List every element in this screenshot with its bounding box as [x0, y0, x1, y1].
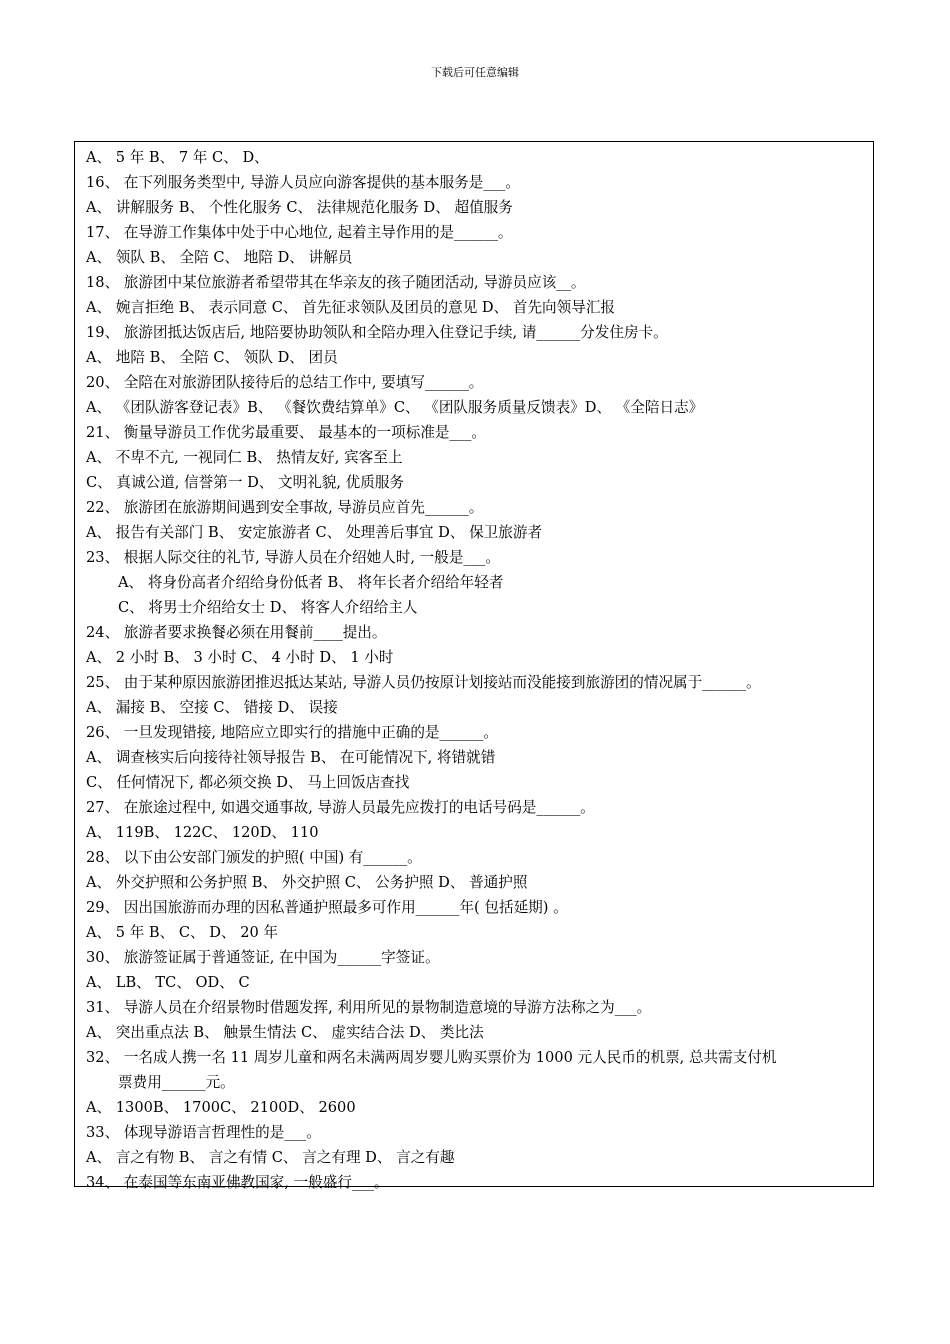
answer-options: A、 5 年 B、 7 年 C、 D、 [86, 149, 269, 166]
question-stem: 28、 以下由公安部门颁发的护照( 中国) 有______。 [86, 849, 422, 866]
answer-options: A、 5 年 B、 C、 D、 20 年 [86, 924, 279, 941]
question-stem: 24、 旅游者要求换餐必须在用餐前____提出。 [86, 624, 387, 641]
answer-options: A、 言之有物 B、 言之有情 C、 言之有理 D、 言之有趣 [86, 1149, 455, 1166]
question-stem: 26、 一旦发现错接, 地陪应立即实行的措施中正确的是______。 [86, 724, 498, 741]
answer-options: 票费用______元。 [118, 1074, 235, 1091]
question-stem: 34、 在泰国等东南亚佛教国家, 一般盛行___。 [86, 1174, 389, 1191]
question-stem: 18、 旅游团中某位旅游者希望带其在华亲友的孩子随团活动, 导游员应该__。 [86, 274, 586, 291]
question-stem: 22、 旅游团在旅游期间遇到安全事故, 导游员应首先______。 [86, 499, 484, 516]
answer-options: A、 突出重点法 B、 触景生情法 C、 虚实结合法 D、 类比法 [86, 1024, 484, 1041]
answer-options: C、 真诚公道, 信誉第一 D、 文明礼貌, 优质服务 [86, 474, 405, 491]
answer-options: A、 2 小时 B、 3 小时 C、 4 小时 D、 1 小时 [86, 649, 394, 666]
answer-options: A、 LB、 TC、 OD、 C [86, 974, 250, 991]
answer-options: A、 119B、 122C、 120D、 110 [86, 824, 319, 841]
answer-options: A、 婉言拒绝 B、 表示同意 C、 首先征求领队及团员的意见 D、 首先向领导汇报 [86, 299, 616, 316]
answer-options: A、 地陪 B、 全陪 C、 领队 D、 团员 [86, 349, 338, 366]
answer-options: A、 《团队游客登记表》B、 《餐饮费结算单》C、 《团队服务质量反馈表》D、 《全陪日志》 [86, 399, 704, 416]
answer-options: A、 漏接 B、 空接 C、 错接 D、 误接 [86, 699, 338, 716]
question-stem: 17、 在导游工作集体中处于中心地位, 起着主导作用的是______。 [86, 224, 513, 241]
answer-options: C、 任何情况下, 都必须交换 D、 马上回饭店查找 [86, 774, 410, 791]
question-list-box [74, 141, 874, 1191]
question-stem: 33、 体现导游语言哲理性的是___。 [86, 1124, 321, 1141]
question-stem: 25、 由于某种原因旅游团推迟抵达某站, 导游人员仍按原计划接站而没能接到旅游团的情况属于______。 [86, 674, 761, 691]
answer-options: A、 不卑不亢, 一视同仁 B、 热情友好, 宾客至上 [86, 449, 403, 466]
answer-options: A、 领队 B、 全陪 C、 地陪 D、 讲解员 [86, 249, 353, 266]
question-stem: 23、 根据人际交往的礼节, 导游人员在介绍她人时, 一般是___。 [86, 549, 500, 566]
question-stem: 20、 全陪在对旅游团队接待后的总结工作中, 要填写______。 [86, 374, 484, 391]
question-stem: 29、 因出国旅游而办理的因私普通护照最多可作用______年( 包括延期) 。 [86, 899, 568, 916]
answer-options: A、 外交护照和公务护照 B、 外交护照 C、 公务护照 D、 普通护照 [86, 874, 528, 891]
question-stem: 19、 旅游团抵达饭店后, 地陪要协助领队和全陪办理入住登记手续, 请______分发住房卡。 [86, 324, 668, 341]
question-stem: 31、 导游人员在介绍景物时借题发挥, 利用所见的景物制造意境的导游方法称之为___。 [86, 999, 652, 1016]
question-stem: 32、 一名成人携一名 11 周岁儿童和两名未满两周岁婴儿购买票价为 1000 元人民币的机票, 总共需支付机 [86, 1049, 777, 1066]
answer-options: A、 将身份高者介绍给身份低者 B、 将年长者介绍给年轻者 [118, 574, 504, 591]
answer-options: C、 将男士介绍给女士 D、 将客人介绍给主人 [118, 599, 418, 616]
question-stem: 16、 在下列服务类型中, 导游人员应向游客提供的基本服务是___。 [86, 174, 520, 191]
question-stem: 30、 旅游签证属于普通签证, 在中国为______字签证。 [86, 949, 440, 966]
page-header-note: 下载后可任意编辑 [431, 66, 519, 79]
answer-options: A、 报告有关部门 B、 安定旅游者 C、 处理善后事宜 D、 保卫旅游者 [86, 524, 543, 541]
question-stem: 27、 在旅途过程中, 如遇交通事故, 导游人员最先应拨打的电话号码是______。 [86, 799, 595, 816]
answer-options: A、 1300B、 1700C、 2100D、 2600 [86, 1099, 356, 1116]
question-stem: 21、 衡量导游员工作优劣最重要、 最基本的一项标准是___。 [86, 424, 486, 441]
answer-options: A、 讲解服务 B、 个性化服务 C、 法律规范化服务 D、 超值服务 [86, 199, 513, 216]
answer-options: A、 调查核实后向接待社领导报告 B、 在可能情况下, 将错就错 [86, 749, 496, 766]
question-lines [86, 145, 873, 1195]
